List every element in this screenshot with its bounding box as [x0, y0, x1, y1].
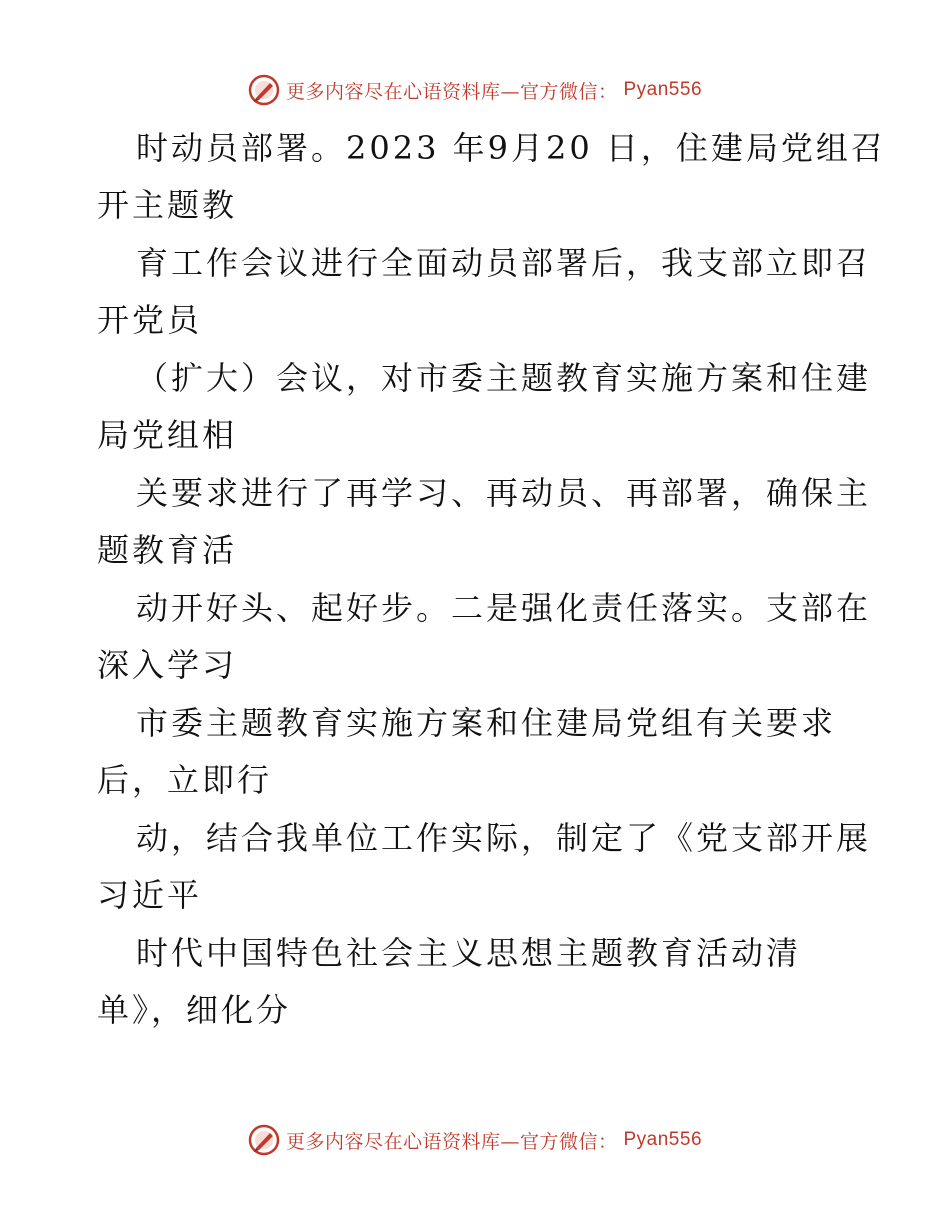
text-line: 动，结合我单位工作实际，制定了《党支部开展 [136, 819, 872, 857]
paragraph [0, 810, 950, 925]
text-line: 时代中国特色社会主义思想主题教育活动清 [136, 934, 802, 972]
text-line: 动开好头、起好步。二是强化责任落实。支部在 [136, 589, 872, 627]
text-line: 题教育活 [97, 531, 238, 569]
text-line: 后，立即行 [97, 761, 273, 799]
watermark-text: 更多内容尽在心语资料库—官方微信： [285, 80, 618, 103]
watermark-text: 更多内容尽在心语资料库—官方微信： [285, 1130, 618, 1153]
paragraph [0, 925, 950, 1040]
text-line: 市委主题教育实施方案和住建局党组有关要求 [136, 704, 837, 742]
paragraph [0, 580, 950, 695]
pen-seal-icon [248, 1124, 280, 1156]
watermark-wechat-id: Pyan556 [623, 79, 703, 100]
paragraph [0, 120, 950, 235]
text-line: 局党组相 [97, 416, 238, 454]
text-line: 开党员 [97, 301, 203, 339]
paragraph [0, 695, 950, 810]
text-line: 时动员部署。2023 年9月20 日，住建局党组召 [136, 129, 886, 167]
text-line: 单》，细化分 [97, 991, 292, 1029]
text-line: 深入学习 [97, 646, 238, 684]
text-line: 育工作会议进行全面动员部署后，我支部立即召 [136, 244, 872, 282]
footer-watermark [0, 1120, 950, 1160]
text-line: 开主题教 [97, 186, 238, 224]
paragraph [0, 465, 950, 580]
text-line: 关要求进行了再学习、再动员、再部署，确保主 [136, 474, 872, 512]
paragraph [0, 350, 950, 465]
text-line: （扩大）会议，对市委主题教育实施方案和住建 [136, 359, 872, 397]
text-line: 习近平 [97, 876, 203, 914]
header-watermark [0, 70, 950, 110]
pen-seal-icon [248, 74, 280, 106]
paragraph [0, 235, 950, 350]
document-body [0, 120, 950, 1040]
watermark-wechat-id: Pyan556 [623, 1129, 703, 1150]
